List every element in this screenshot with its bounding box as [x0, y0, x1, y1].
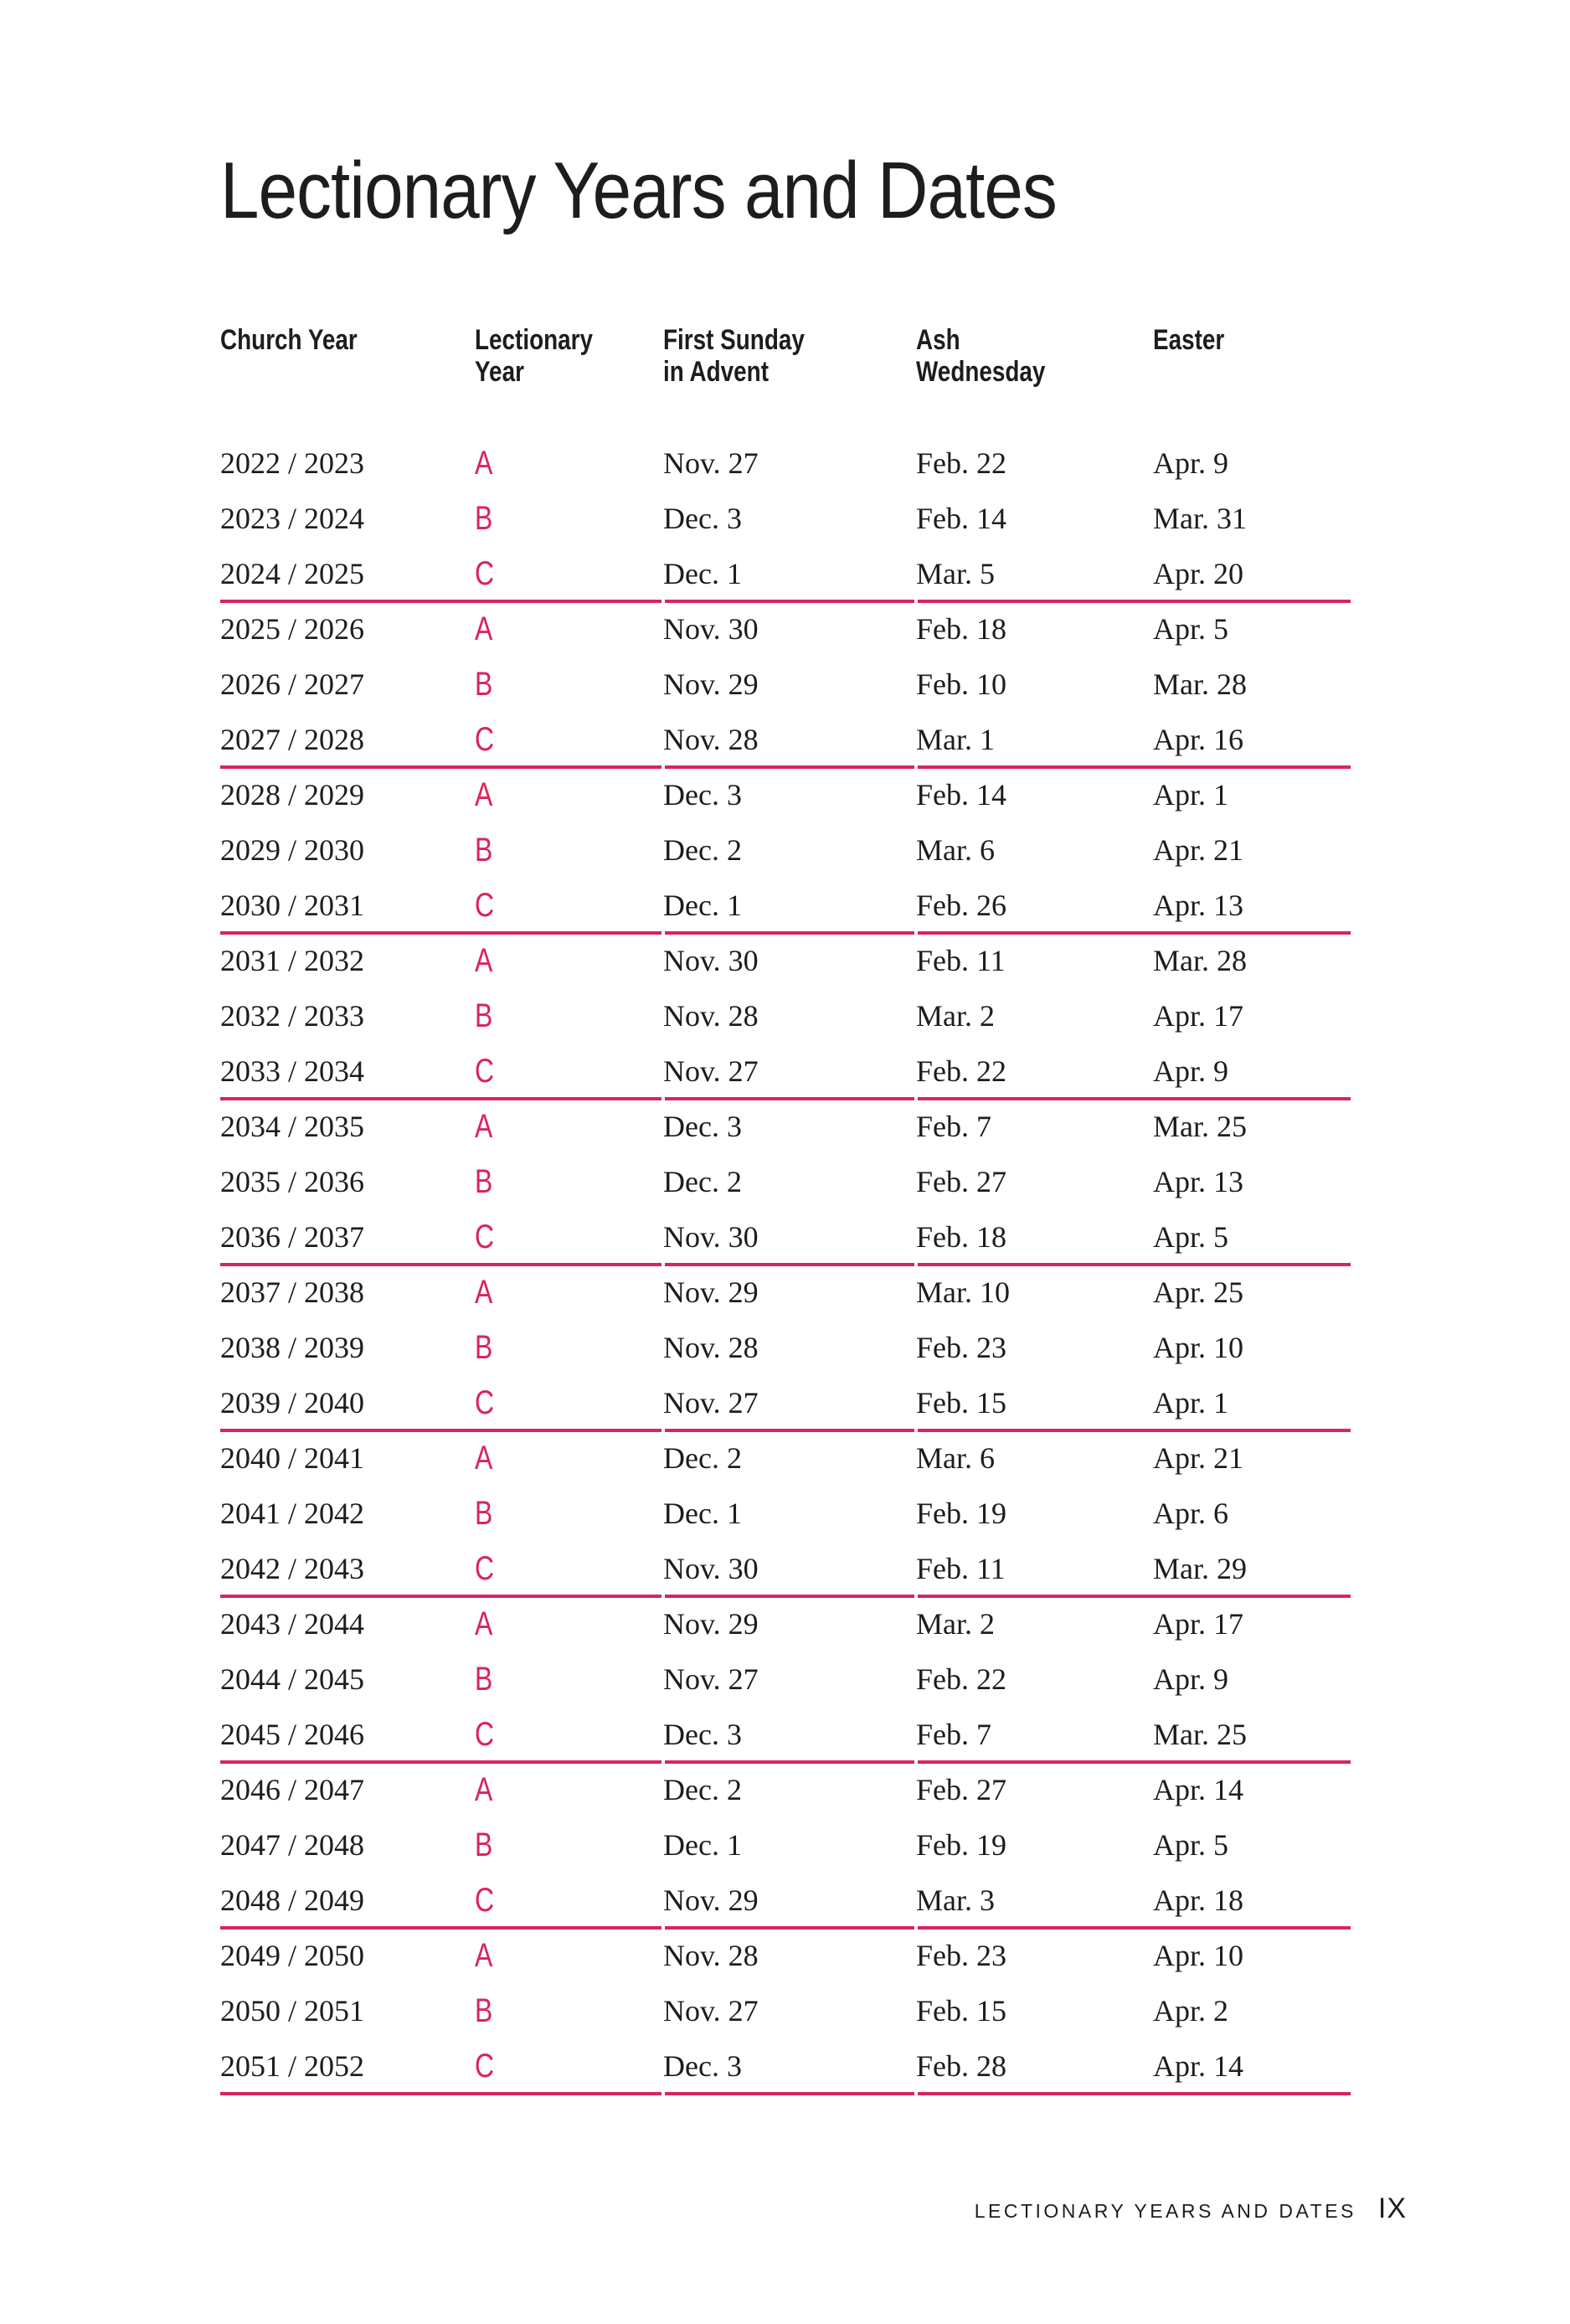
table-row	[220, 601, 1351, 657]
lectionary-year-cell: A	[475, 1108, 493, 1145]
ash-wednesday-cell: Feb. 7	[916, 1718, 991, 1751]
first-sunday-advent-cell: Nov. 29	[663, 1883, 759, 1917]
easter-cell: Apr. 16	[1153, 723, 1243, 756]
first-sunday-advent-cell: Dec. 1	[663, 889, 742, 922]
table-row	[220, 1762, 1351, 1817]
first-sunday-advent-cell: Nov. 29	[663, 1607, 759, 1641]
easter-cell: Mar. 25	[1153, 1718, 1247, 1751]
first-sunday-advent-cell: Dec. 3	[663, 778, 742, 812]
church-year-cell: 2032 / 2033	[220, 999, 365, 1033]
year-cycle-group	[220, 1265, 1351, 1430]
header-line: Church Year	[220, 324, 358, 356]
ash-wednesday-cell: Feb. 11	[916, 1552, 1006, 1585]
easter-cell: Mar. 28	[1153, 667, 1247, 701]
table-row	[220, 1430, 1351, 1486]
table-row	[220, 712, 1351, 767]
church-year-cell: 2036 / 2037	[220, 1220, 365, 1254]
ash-wednesday-cell: Feb. 27	[916, 1773, 1006, 1806]
ash-wednesday-cell: Feb. 28	[916, 2049, 1006, 2083]
first-sunday-advent-cell: Nov. 27	[663, 446, 759, 480]
first-sunday-advent-cell: Dec. 2	[663, 1773, 742, 1806]
lectionary-year-cell: A	[475, 611, 493, 647]
table-row	[220, 491, 1351, 546]
easter-cell: Apr. 18	[1153, 1883, 1243, 1917]
table-row	[220, 822, 1351, 878]
lectionary-year-cell: C	[475, 1550, 495, 1587]
ash-wednesday-cell: Feb. 18	[916, 612, 1006, 646]
lectionary-year-cell: B	[475, 1495, 493, 1532]
first-sunday-advent-cell: Nov. 28	[663, 723, 759, 756]
lectionary-table-body	[220, 435, 1351, 2094]
year-cycle-group	[220, 1596, 1351, 1762]
table-row	[220, 1928, 1351, 1983]
table-header-row	[220, 324, 1351, 388]
easter-cell: Apr. 17	[1153, 1607, 1243, 1641]
year-cycle-group	[220, 933, 1351, 1099]
lectionary-year-cell: C	[475, 2048, 495, 2084]
ash-wednesday-cell: Mar. 3	[916, 1883, 995, 1917]
header-line: Wednesday	[916, 356, 1046, 388]
church-year-cell: 2031 / 2032	[220, 944, 365, 977]
lectionary-year-cell: A	[475, 445, 493, 482]
first-sunday-advent-cell: Dec. 2	[663, 1165, 742, 1198]
table-row	[220, 1320, 1351, 1375]
ash-wednesday-cell: Feb. 27	[916, 1165, 1006, 1198]
easter-cell: Apr. 21	[1153, 833, 1243, 867]
first-sunday-advent-cell: Nov. 28	[663, 999, 759, 1033]
church-year-cell: 2045 / 2046	[220, 1718, 365, 1751]
first-sunday-advent-cell: Nov. 30	[663, 1220, 759, 1254]
first-sunday-advent-cell: Dec. 1	[663, 1828, 742, 1862]
lectionary-year-header	[475, 324, 630, 388]
church-year-cell: 2037 / 2038	[220, 1275, 365, 1309]
ash-wednesday-cell: Feb. 15	[916, 1386, 1006, 1420]
lectionary-year-cell: C	[475, 1384, 495, 1421]
lectionary-year-cell: A	[475, 1440, 493, 1476]
church-year-cell: 2043 / 2044	[220, 1607, 365, 1641]
first-sunday-advent-header	[663, 324, 871, 388]
year-cycle-group	[220, 767, 1351, 933]
first-sunday-advent-cell: Dec. 2	[663, 833, 742, 867]
running-footer-text: LECTIONARY YEARS AND DATES	[974, 2200, 1356, 2222]
ash-wednesday-cell: Feb. 10	[916, 667, 1006, 701]
table-row	[220, 1983, 1351, 2038]
header-line: Easter	[1153, 324, 1225, 356]
table-row	[220, 1486, 1351, 1541]
ash-wednesday-cell: Feb. 18	[916, 1220, 1006, 1254]
first-sunday-advent-cell: Dec. 3	[663, 2049, 742, 2083]
easter-cell: Apr. 13	[1153, 1165, 1243, 1198]
easter-cell: Apr. 2	[1153, 1994, 1228, 2028]
ash-wednesday-cell: Mar. 6	[916, 1441, 995, 1475]
easter-cell: Mar. 31	[1153, 502, 1247, 535]
ash-wednesday-cell: Feb. 14	[916, 502, 1006, 535]
table-row	[220, 1873, 1351, 1928]
ash-wednesday-cell: Feb. 11	[916, 944, 1006, 977]
lectionary-year-cell: C	[475, 1882, 495, 1919]
table-row	[220, 878, 1351, 933]
church-year-cell: 2029 / 2030	[220, 833, 365, 867]
lectionary-year-cell: C	[475, 1053, 495, 1090]
easter-cell: Apr. 20	[1153, 557, 1243, 590]
year-cycle-group	[220, 601, 1351, 767]
first-sunday-advent-cell: Nov. 30	[663, 944, 759, 977]
easter-cell: Apr. 21	[1153, 1441, 1243, 1475]
church-year-cell: 2048 / 2049	[220, 1883, 365, 1917]
table-row	[220, 933, 1351, 988]
lectionary-year-cell: B	[475, 997, 493, 1034]
easter-cell: Apr. 10	[1153, 1331, 1243, 1364]
church-year-cell: 2046 / 2047	[220, 1773, 365, 1806]
lectionary-year-cell: C	[475, 721, 495, 758]
church-year-cell: 2039 / 2040	[220, 1386, 365, 1420]
easter-cell: Apr. 9	[1153, 1054, 1228, 1088]
lectionary-year-cell: B	[475, 666, 493, 703]
church-year-cell: 2040 / 2041	[220, 1441, 365, 1475]
easter-cell: Apr. 14	[1153, 2049, 1243, 2083]
table-row	[220, 1707, 1351, 1762]
church-year-cell: 2047 / 2048	[220, 1828, 365, 1862]
first-sunday-advent-cell: Nov. 27	[663, 1054, 759, 1088]
church-year-cell: 2042 / 2043	[220, 1552, 365, 1585]
easter-cell: Apr. 17	[1153, 999, 1243, 1033]
easter-cell: Apr. 1	[1153, 1386, 1228, 1420]
table-row	[220, 1652, 1351, 1707]
table-row	[220, 767, 1351, 822]
table-row	[220, 1817, 1351, 1873]
first-sunday-advent-cell: Nov. 29	[663, 1275, 759, 1309]
ash-wednesday-cell: Feb. 7	[916, 1110, 991, 1143]
page-title: Lectionary Years and Dates	[220, 146, 1057, 235]
lectionary-year-cell: C	[475, 887, 495, 924]
lectionary-year-cell: B	[475, 1992, 493, 2029]
church-year-cell: 2038 / 2039	[220, 1331, 365, 1364]
year-cycle-group	[220, 1762, 1351, 1928]
church-year-cell: 2035 / 2036	[220, 1165, 365, 1198]
year-cycle-group	[220, 1928, 1351, 2094]
ash-wednesday-cell: Feb. 15	[916, 1994, 1006, 2028]
church-year-cell: 2025 / 2026	[220, 612, 365, 646]
church-year-cell: 2049 / 2050	[220, 1939, 365, 1972]
ash-wednesday-cell: Feb. 19	[916, 1497, 1006, 1530]
first-sunday-advent-cell: Nov. 29	[663, 667, 759, 701]
easter-cell: Apr. 14	[1153, 1773, 1243, 1806]
table-row	[220, 1541, 1351, 1596]
church-year-cell: 2027 / 2028	[220, 723, 365, 756]
ash-wednesday-cell: Feb. 23	[916, 1331, 1006, 1364]
first-sunday-advent-cell: Nov. 28	[663, 1331, 759, 1364]
header-line: in Advent	[663, 356, 769, 388]
church-year-cell: 2024 / 2025	[220, 557, 365, 590]
ash-wednesday-cell: Feb. 23	[916, 1939, 1006, 1972]
header-line: Lectionary	[475, 324, 594, 356]
easter-cell: Mar. 29	[1153, 1552, 1247, 1585]
ash-wednesday-cell: Feb. 14	[916, 778, 1006, 812]
ash-wednesday-cell: Feb. 22	[916, 446, 1006, 480]
church-year-cell: 2044 / 2045	[220, 1662, 365, 1696]
first-sunday-advent-cell: Nov. 27	[663, 1662, 759, 1696]
table-row	[220, 1375, 1351, 1430]
church-year-header	[220, 324, 429, 388]
easter-cell: Apr. 5	[1153, 1828, 1228, 1862]
easter-cell: Mar. 25	[1153, 1110, 1247, 1143]
church-year-cell: 2041 / 2042	[220, 1497, 365, 1530]
table-row	[220, 988, 1351, 1043]
lectionary-year-cell: B	[475, 1163, 493, 1200]
ash-wednesday-cell: Feb. 26	[916, 889, 1006, 922]
church-year-cell: 2033 / 2034	[220, 1054, 365, 1088]
table-row	[220, 1265, 1351, 1320]
ash-wednesday-cell: Mar. 1	[916, 723, 995, 756]
ash-wednesday-cell: Mar. 2	[916, 999, 995, 1033]
lectionary-year-cell: C	[475, 555, 495, 592]
table-row	[220, 1209, 1351, 1265]
page-number: IX	[1377, 2193, 1407, 2224]
ash-wednesday-header	[916, 324, 1110, 388]
ash-wednesday-cell: Mar. 2	[916, 1607, 995, 1641]
lectionary-year-cell: A	[475, 1605, 493, 1642]
ash-wednesday-cell: Feb. 22	[916, 1054, 1006, 1088]
easter-cell: Apr. 5	[1153, 612, 1228, 646]
lectionary-year-cell: B	[475, 832, 493, 868]
easter-cell: Apr. 13	[1153, 889, 1243, 922]
ash-wednesday-cell: Feb. 22	[916, 1662, 1006, 1696]
table-row	[220, 2038, 1351, 2094]
year-cycle-group	[220, 1099, 1351, 1265]
table-row	[220, 1596, 1351, 1652]
lectionary-year-cell: B	[475, 500, 493, 537]
easter-header	[1153, 324, 1315, 388]
first-sunday-advent-cell: Dec. 1	[663, 557, 742, 590]
header-line: First Sunday	[663, 324, 805, 356]
table-row	[220, 657, 1351, 712]
header-line: Ash	[916, 324, 960, 356]
easter-cell: Apr. 9	[1153, 446, 1228, 480]
first-sunday-advent-cell: Nov. 30	[663, 612, 759, 646]
lectionary-year-cell: A	[475, 942, 493, 979]
year-cycle-group	[220, 1430, 1351, 1596]
lectionary-year-cell: A	[475, 776, 493, 813]
easter-cell: Apr. 6	[1153, 1497, 1228, 1530]
ash-wednesday-cell: Feb. 19	[916, 1828, 1006, 1862]
year-cycle-group	[220, 435, 1351, 601]
lectionary-year-cell: A	[475, 1937, 493, 1974]
easter-cell: Apr. 9	[1153, 1662, 1228, 1696]
first-sunday-advent-cell: Nov. 30	[663, 1552, 759, 1585]
header-line: Year	[475, 356, 524, 388]
church-year-cell: 2022 / 2023	[220, 446, 365, 480]
church-year-cell: 2051 / 2052	[220, 2049, 365, 2083]
lectionary-year-cell: A	[475, 1274, 493, 1311]
church-year-cell: 2030 / 2031	[220, 889, 365, 922]
first-sunday-advent-cell: Dec. 2	[663, 1441, 742, 1475]
first-sunday-advent-cell: Dec. 1	[663, 1497, 742, 1530]
table-row	[220, 1043, 1351, 1099]
first-sunday-advent-cell: Nov. 28	[663, 1939, 759, 1972]
easter-cell: Apr. 1	[1153, 778, 1228, 812]
easter-cell: Apr. 5	[1153, 1220, 1228, 1254]
lectionary-year-cell: B	[475, 1329, 493, 1366]
lectionary-year-cell: A	[475, 1771, 493, 1808]
first-sunday-advent-cell: Dec. 3	[663, 1110, 742, 1143]
table-row	[220, 1154, 1351, 1209]
lectionary-year-cell: B	[475, 1827, 493, 1863]
first-sunday-advent-cell: Nov. 27	[663, 1386, 759, 1420]
church-year-cell: 2026 / 2027	[220, 667, 365, 701]
easter-cell: Mar. 28	[1153, 944, 1247, 977]
church-year-cell: 2050 / 2051	[220, 1994, 365, 2028]
table-row	[220, 1099, 1351, 1154]
easter-cell: Apr. 10	[1153, 1939, 1243, 1972]
lectionary-year-cell: B	[475, 1661, 493, 1698]
lectionary-year-cell: C	[475, 1716, 495, 1753]
first-sunday-advent-cell: Nov. 27	[663, 1994, 759, 2028]
first-sunday-advent-cell: Dec. 3	[663, 502, 742, 535]
ash-wednesday-cell: Mar. 6	[916, 833, 995, 867]
lectionary-year-cell: C	[475, 1219, 495, 1255]
table-row	[220, 546, 1351, 601]
page-footer	[975, 2193, 1407, 2225]
church-year-cell: 2023 / 2024	[220, 502, 365, 535]
church-year-cell: 2028 / 2029	[220, 778, 365, 812]
easter-cell: Apr. 25	[1153, 1275, 1243, 1309]
church-year-cell: 2034 / 2035	[220, 1110, 365, 1143]
ash-wednesday-cell: Mar. 10	[916, 1275, 1010, 1309]
ash-wednesday-cell: Mar. 5	[916, 557, 995, 590]
first-sunday-advent-cell: Dec. 3	[663, 1718, 742, 1751]
table-row	[220, 435, 1351, 491]
